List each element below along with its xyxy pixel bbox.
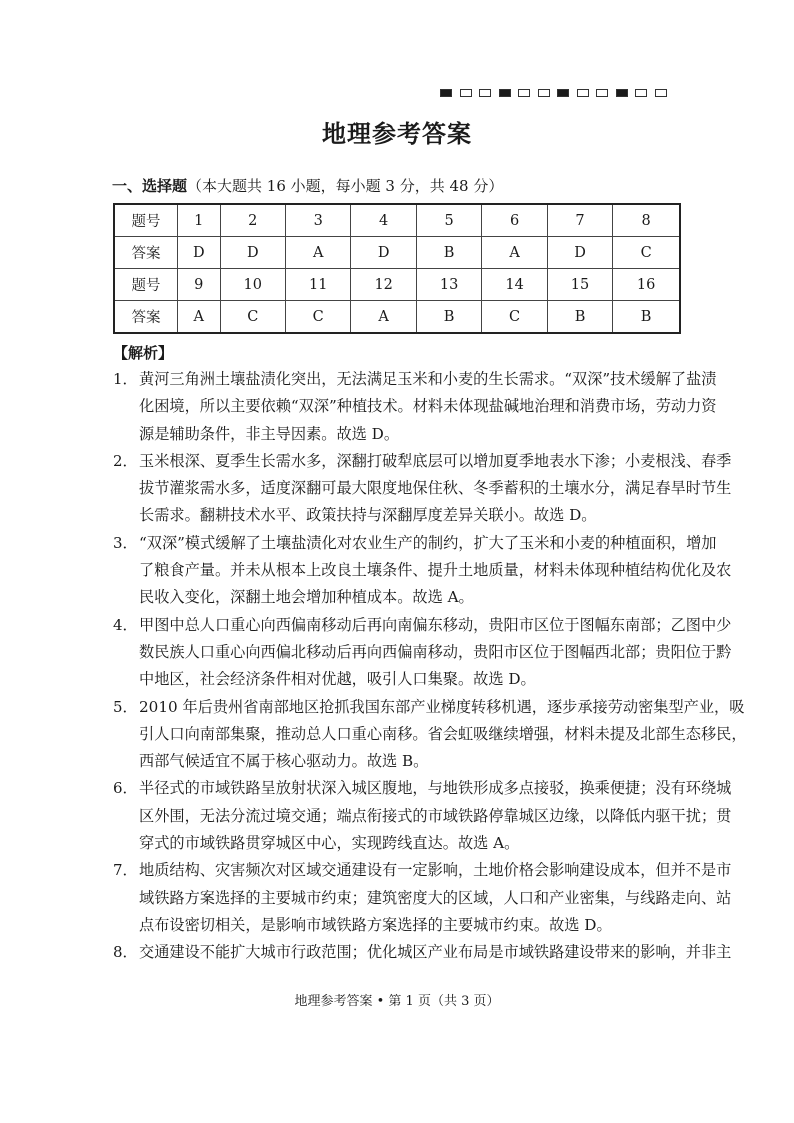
page-title: 地理参考答案 [322,119,472,148]
answer-table [113,203,681,334]
analysis-item [113,366,717,448]
empty-square-mark [635,89,647,97]
item-text-line: 黄河三角洲土壤盐渍化突出，无法满足玉米和小麦的生长需求。“双深”技术缓解了盐渍 [139,370,717,388]
item-number: 4． [113,615,138,634]
table-cell: C [613,237,680,269]
filled-square-mark [499,89,511,97]
item-text-line: 中地区，社会经济条件相对优越，吸引人口集聚。故选 D。 [139,670,536,689]
table-cell: 6 [482,204,547,237]
empty-square-mark [538,89,550,97]
page-footer: 地理参考答案 • 第 1 页（共 3 页） [294,994,500,1009]
table-cell: B [416,301,481,334]
analysis-item [113,857,732,939]
item-text-line: 引人口向南部集聚，推动总人口重心南移。省会虹吸继续增强，材料未提及北部生态移民， [139,724,747,743]
item-text-line: 点布设密切相关，是影响市域铁路方案选择的主要城市约束。故选 D。 [139,915,612,934]
table-cell: A [178,301,221,334]
analysis-item [113,775,732,857]
item-number: 7． [113,861,138,880]
empty-square-mark [518,89,530,97]
table-cell: 1 [178,204,221,237]
item-text-line: 源是辅助条件，非主导因素。故选 D。 [139,424,400,443]
table-cell: C [285,301,350,334]
analysis-item [113,530,732,612]
filled-square-mark [616,89,628,97]
empty-square-mark [596,89,608,97]
item-text-line: 2010 年后贵州省南部地区抢抓我国东部产业梯度转移机遇，逐步承接劳动密集型产业，吸 [139,697,745,716]
item-text-line: “双深”模式缓解了土壤盐渍化对农业生产的制约，扩大了玉米和小麦的种植面积，增加 [139,533,717,552]
item-text-line: 了粮食产量。并未从根本上改良土壤条件、提升土地质量，材料未体现种植结构优化及农 [139,561,732,580]
table-cell: B [613,301,680,334]
analysis-item [113,939,732,966]
item-text-line: 民收入变化，深翻土地会增加种植成本。故选 A。 [139,588,474,607]
table-cell: 7 [547,204,612,237]
table-cell: A [285,237,350,269]
table-cell: B [547,301,612,334]
table-cell: 11 [285,269,350,301]
row-label: 答案 [114,301,178,334]
table-cell: D [351,237,416,269]
filled-square-mark [557,89,569,97]
table-cell: 13 [416,269,481,301]
item-text-line: 西部气候适宜不属于核心驱动力。故选 B。 [139,752,429,771]
table-cell: B [416,237,481,269]
table-cell: 12 [351,269,416,301]
item-number: 3． [113,533,138,552]
section-title: 一、选择题 [112,177,188,195]
analysis-item [113,612,732,694]
item-number: 2． [113,451,138,470]
table-cell: 5 [416,204,481,237]
item-text-line: 甲图中总人口重心向西偏南移动后再向南偏东移动，贵阳市区位于图幅东南部；乙图中少 [139,615,732,634]
analysis-list [113,366,747,967]
item-text-line: 半径式的市域铁路呈放射状深入城区腹地，与地铁形成多点接驳，换乘便捷；没有环绕城 [139,779,732,798]
table-cell: 4 [351,204,416,237]
table-cell: C [482,301,547,334]
item-number: 5． [113,697,138,716]
item-text-line: 长需求。翻耕技术水平、政策扶持与深翻厚度差异关联小。故选 D。 [139,506,597,525]
table-cell: 2 [220,204,285,237]
table-cell: C [220,301,285,334]
table-row [114,301,680,334]
table-cell: 15 [547,269,612,301]
filled-square-mark [440,89,452,97]
empty-square-mark [479,89,491,97]
item-text-line: 穿式的市域铁路贯穿城区中心，实现跨线直达。故选 A。 [139,834,520,853]
empty-square-mark [460,89,472,97]
item-number: 8． [113,943,138,962]
table-cell: A [351,301,416,334]
item-text-line: 玉米根深、夏季生长需水多，深翻打破犁底层可以增加夏季地表水下渗；小麦根浅、春季 [139,451,732,470]
row-label: 答案 [114,237,178,269]
empty-square-mark [577,89,589,97]
table-row [114,204,680,237]
analysis-label: 【解析】 [113,344,174,362]
table-cell: 3 [285,204,350,237]
item-number: 1． [113,370,138,388]
table-cell: 16 [613,269,680,301]
item-text-line: 数民族人口重心向西偏北移动后再向西偏南移动，贵阳市区位于图幅西北部；贵阳位于黔 [139,642,732,661]
table-cell: A [482,237,547,269]
item-text-line: 区外围，无法分流过境交通；端点衔接式的市域铁路停靠城区边缘，以降低内驱干扰；贯 [139,806,732,825]
section-heading [112,175,503,196]
item-text-line: 域铁路方案选择的主要城市约束；建筑密度大的区域，人口和产业密集，与线路走向、站 [139,888,732,907]
table-row [114,269,680,301]
item-text-line: 拔节灌浆需水多，适度深翻可最大限度地保住秋、冬季蓄积的土壤水分，满足春旱时节生 [139,479,732,498]
item-text-line: 化困境，所以主要依赖“双深”种植技术。材料未体现盐碱地治理和消费市场，劳动力资 [139,397,717,416]
analysis-item [113,694,747,776]
table-cell: 10 [220,269,285,301]
header-marks [440,89,667,97]
section-note: （本大题共 16 小题，每小题 3 分，共 48 分） [187,177,504,195]
table-cell: D [547,237,612,269]
item-number: 6． [113,779,138,798]
table-cell: D [220,237,285,269]
row-label: 题号 [114,269,178,301]
table-cell: 9 [178,269,221,301]
table-cell: 14 [482,269,547,301]
analysis-item [113,448,732,530]
table-cell: D [178,237,221,269]
row-label: 题号 [114,204,178,237]
table-cell: 8 [613,204,680,237]
empty-square-mark [655,89,667,97]
item-text-line: 交通建设不能扩大城市行政范围；优化城区产业布局是市域铁路建设带来的影响，并非主 [139,943,732,962]
item-text-line: 地质结构、灾害频次对区域交通建设有一定影响，土地价格会影响建设成本，但并不是市 [139,861,732,880]
table-row [114,237,680,269]
